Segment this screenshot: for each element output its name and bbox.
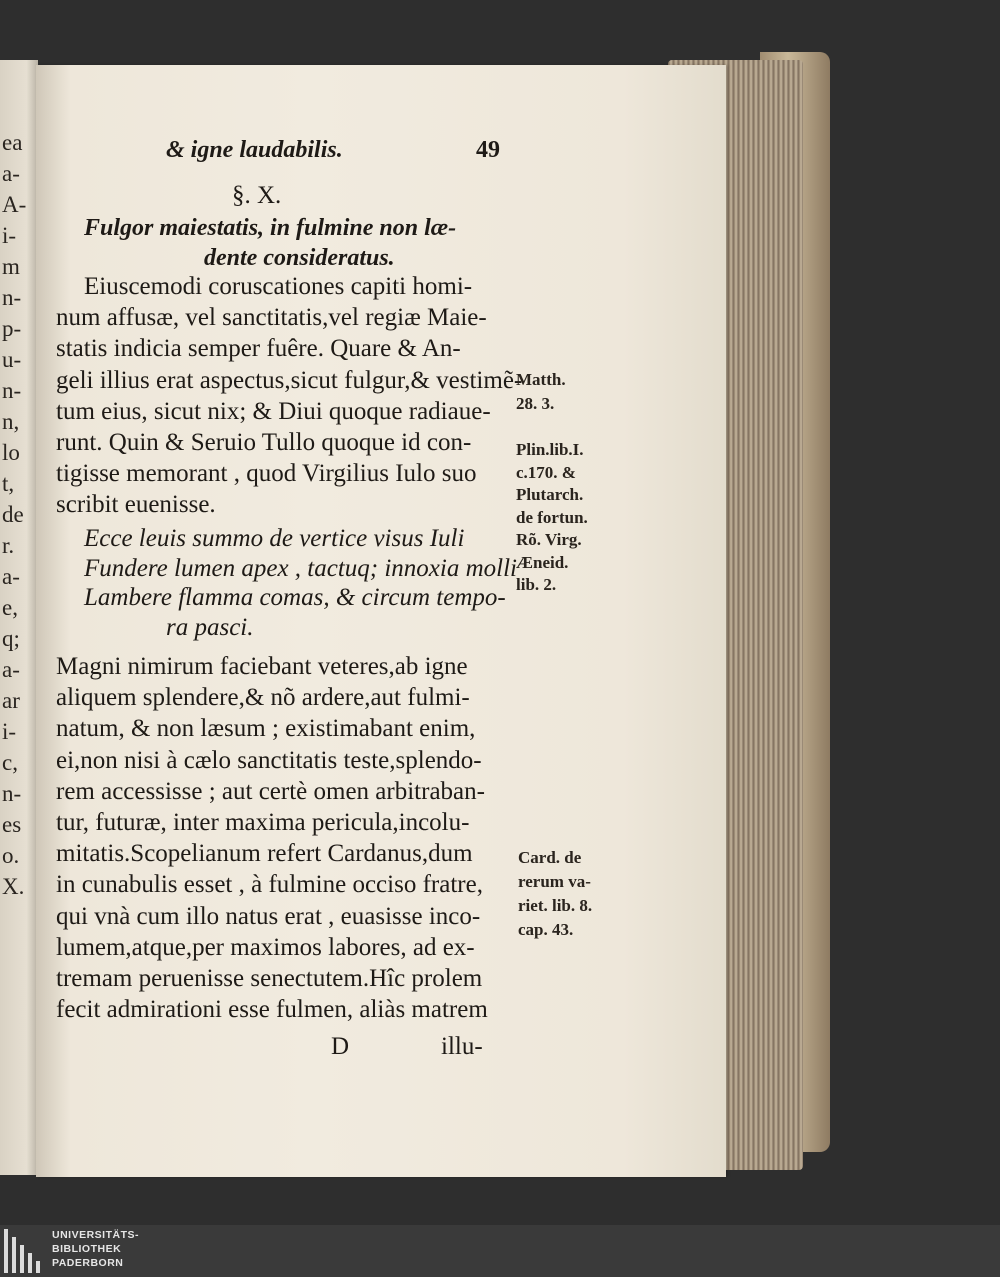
text-line: Eiuscemodi coruscationes capiti homi- [84, 273, 473, 300]
left-page-fragment: n, [2, 409, 20, 434]
text-line: natum, & non læsum ; existimabant enim, [56, 715, 476, 743]
left-page-fragment: a- [2, 657, 20, 682]
text-line: Lambere flamma comas, & circum tempo- [84, 584, 506, 611]
left-page-fragment: X. [2, 874, 25, 899]
text-line: tur, futuræ, inter maxima pericula,incolu- [56, 809, 470, 836]
left-page-fragment: a- [2, 161, 20, 186]
text-line: cap. 43. [518, 920, 574, 939]
text-line: c.170. & [516, 462, 576, 482]
text-line: rerum va- [518, 872, 591, 891]
text-line: lumem,atque,per maximos labores, ad ex- [56, 933, 475, 961]
section-heading-line-2: dente consideratus. [204, 245, 395, 271]
running-head: & igne laudabilis. [166, 137, 343, 163]
left-facing-page [0, 60, 38, 1175]
text-line: Rõ. Virg. [516, 530, 582, 549]
text-line: fecit admirationi esse fulmen, aliàs matrem [56, 996, 488, 1024]
footer-line-3: PADERBORN [52, 1257, 124, 1269]
text-line: tigisse memorant , quod Virgilius Iulo suo [56, 460, 477, 488]
text-line: lib. 2. [516, 575, 557, 594]
left-page-fragment: ea [2, 130, 23, 155]
library-footer [0, 1225, 1000, 1277]
left-page-fragment: A- [2, 192, 27, 217]
text-line: tum eius, sicut nix; & Diui quoque radiaue- [56, 397, 491, 425]
text-line: de fortun. [516, 507, 588, 527]
text-line: tremam peruenisse senectutem.Hîc prolem [56, 965, 483, 992]
text-line: rem accessisse ; aut certè omen arbitraban- [56, 777, 485, 805]
left-page-fragment: o. [2, 843, 20, 868]
left-page-fragment: n- [2, 378, 22, 403]
page-number: 49 [476, 137, 500, 163]
text-line: Magni nimirum faciebant veteres,ab igne [56, 653, 468, 680]
text-line: Plutarch. [516, 485, 584, 504]
text-line: num affusæ, vel sanctitatis,vel regiæ Maie- [56, 304, 487, 332]
left-page-fragment: es [2, 812, 22, 837]
footer-line-1: UNIVERSITÄTS- [52, 1229, 140, 1241]
text-line: in cunabulis esset , à fulmine occiso fratre, [56, 871, 483, 899]
left-page-fragment: q; [2, 626, 20, 651]
text-line: 28. 3. [516, 394, 555, 413]
left-page-fragment: u- [2, 347, 22, 372]
section-number: §. X. [232, 182, 282, 209]
library-logo-icon [4, 1229, 44, 1273]
catchword: illu- [441, 1033, 483, 1060]
text-line: riet. lib. 8. [518, 896, 593, 915]
left-page-fragment: n- [2, 781, 22, 806]
text-line: qui vnà cum illo natus erat , euasisse inco- [56, 902, 481, 930]
signature-mark: D [331, 1033, 350, 1060]
section-heading-line-1: Fulgor maiestatis, in fulmine non læ- [84, 215, 457, 241]
footer-line-2: BIBLIOTHEK [52, 1243, 122, 1255]
text-line: geli illius erat aspectus,sicut fulgur,& vestimẽ- [56, 366, 523, 394]
left-page-fragment: i- [2, 223, 17, 248]
text-line: aliquem splendere,& nõ ardere,aut fulmi- [56, 684, 470, 712]
left-page-fragment: lo [2, 440, 20, 465]
left-page-fragment: a- [2, 564, 20, 589]
text-line: ei,non nisi à cælo sanctitatis teste,splendo- [56, 746, 482, 774]
left-page-fragment: e, [2, 595, 18, 620]
left-page-fragment: m [2, 254, 20, 279]
left-page-fragment: i- [2, 719, 17, 744]
text-line: ra pasci. [166, 613, 254, 641]
left-page-fragment: r. [2, 533, 15, 558]
left-page-fragment: p- [2, 316, 22, 341]
text-line: Æneid. [516, 552, 569, 572]
book-page [36, 65, 726, 1177]
left-page-fragment: t, [2, 471, 15, 496]
left-page-fragment: de [2, 502, 24, 527]
text-line: scribit euenisse. [56, 491, 216, 519]
left-page-fragment: n- [2, 285, 22, 310]
left-page-fragment: ar [2, 688, 20, 713]
text-line: Card. de [518, 848, 582, 867]
text-line: runt. Quin & Seruio Tullo quoque id con- [56, 429, 472, 456]
text-line: Ecce leuis summo de vertice visus Iuli [84, 525, 465, 552]
text-line: Fundere lumen apex , tactuq; innoxia molli [84, 554, 517, 582]
left-page-fragment: c, [2, 750, 18, 775]
text-line: Matth. [516, 370, 566, 389]
text-line: Plin.lib.I. [516, 440, 584, 459]
text-line: statis indicia semper fuêre. Quare & An- [56, 335, 461, 363]
text-line: mitatis.Scopelianum refert Cardanus,dum [56, 840, 473, 868]
